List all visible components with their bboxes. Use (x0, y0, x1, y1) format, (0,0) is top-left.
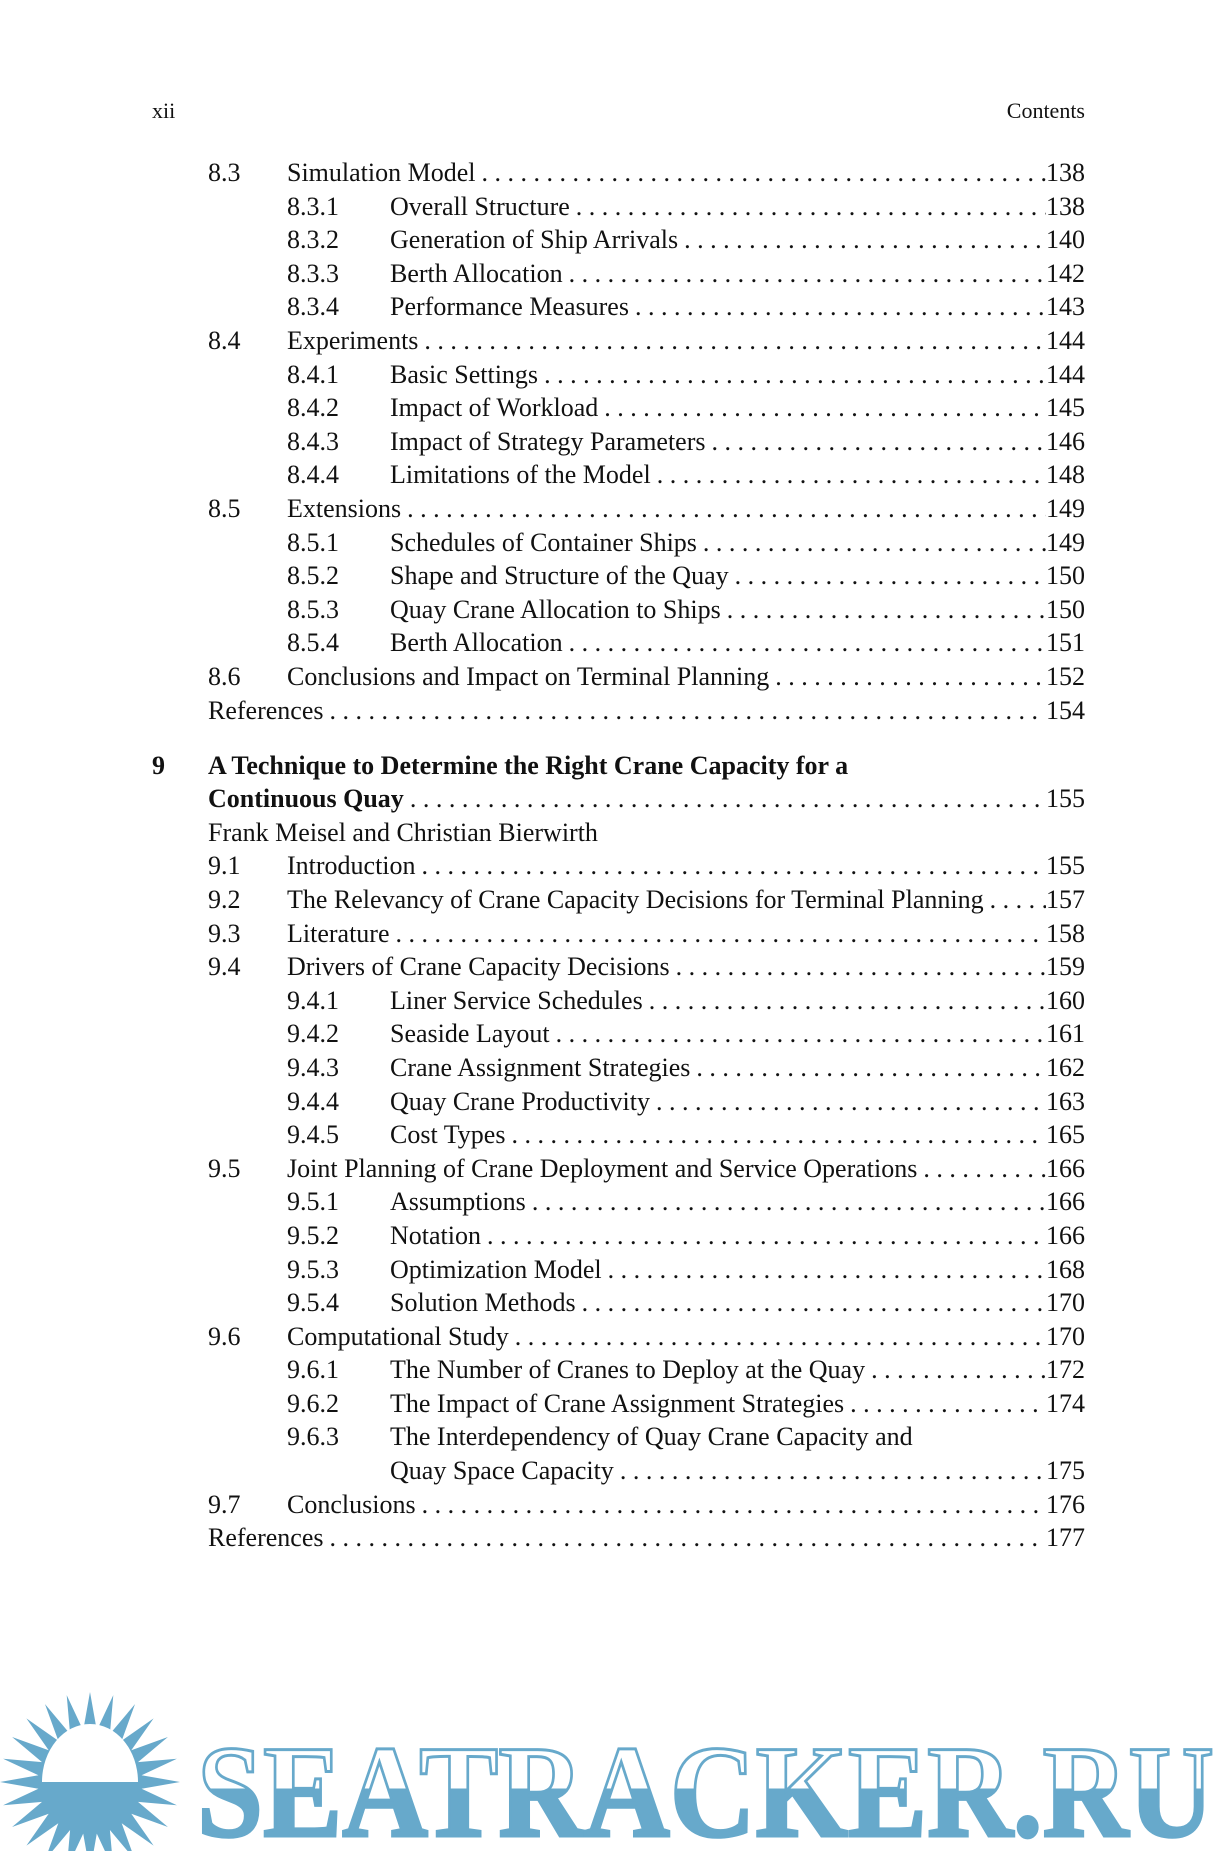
section-number: 8.3.3 (287, 258, 339, 288)
toc-entry-line (208, 782, 1085, 816)
toc-entry-title: Impact of Strategy Parameters (390, 426, 706, 456)
toc-entry-title: Generation of Ship Arrivals (390, 225, 679, 255)
toc-entry[interactable] (0, 358, 1221, 392)
toc-entry-title: Performance Measures (390, 292, 629, 322)
toc-page-number: 170 (1046, 1288, 1085, 1318)
dot-leader (526, 1185, 1046, 1219)
dot-leader (323, 694, 1046, 728)
section-number: 8.4.4 (287, 460, 339, 490)
section-number: 9.5.4 (287, 1288, 339, 1318)
dot-leader (476, 156, 1047, 190)
toc-entry[interactable] (0, 883, 1221, 917)
toc-entry-continuation[interactable] (0, 1454, 1221, 1488)
toc-entry[interactable] (0, 492, 1221, 526)
dot-leader (678, 223, 1046, 257)
toc-entry[interactable] (0, 290, 1221, 324)
section-number: 8.5.4 (287, 628, 339, 658)
toc-entry-line (390, 1219, 1085, 1253)
toc-entry-line (287, 156, 1085, 190)
toc-page-number: 152 (1046, 661, 1085, 691)
toc-entry[interactable] (0, 1085, 1221, 1119)
dot-leader (509, 1320, 1046, 1354)
toc-entry-title: Conclusions (287, 1489, 416, 1519)
toc-entry[interactable] (0, 1152, 1221, 1186)
toc-page-number: 150 (1046, 594, 1085, 624)
toc-page-number: 144 (1046, 325, 1085, 355)
toc-entry[interactable] (0, 1253, 1221, 1287)
toc-entry-line (390, 458, 1085, 492)
dot-leader (505, 1118, 1046, 1152)
toc-entry-title: Computational Study (287, 1321, 509, 1351)
dot-leader (865, 1353, 1046, 1387)
section-number: 9.2 (208, 884, 241, 914)
section-number: 9.4.5 (287, 1120, 339, 1150)
toc-entry-title: References (208, 1523, 324, 1553)
toc-entry-title: Optimization Model (390, 1254, 602, 1284)
toc-entry-line (287, 660, 1085, 694)
toc-entry-title: Overall Structure (390, 191, 570, 221)
toc-entry[interactable] (0, 458, 1221, 492)
section-number: 8.5.2 (287, 561, 339, 591)
dot-leader (390, 917, 1047, 951)
dot-leader (690, 1051, 1046, 1085)
toc-entry-line (390, 626, 1085, 660)
dot-leader (323, 1521, 1046, 1555)
dot-leader (404, 782, 1046, 816)
section-number: 8.4.2 (287, 393, 339, 423)
toc-entry-line (390, 257, 1085, 291)
toc-page-number: 162 (1046, 1052, 1085, 1082)
toc-page-number: 145 (1046, 393, 1085, 423)
toc-page-number: 149 (1046, 493, 1085, 523)
sun-icon (0, 1692, 180, 1851)
toc-page-number: 161 (1046, 1019, 1085, 1049)
dot-leader (721, 593, 1046, 627)
dot-leader (697, 526, 1046, 560)
toc-entry[interactable] (0, 1387, 1221, 1421)
toc-page-number: 144 (1046, 359, 1085, 389)
toc-entry[interactable] (0, 391, 1221, 425)
toc-entry-title: Extensions (287, 493, 402, 523)
toc-entry-title: Continuous Quay (208, 784, 404, 814)
toc-page-number: 174 (1046, 1388, 1085, 1418)
toc-page-number: 140 (1046, 225, 1085, 255)
toc-page-number: 163 (1046, 1086, 1085, 1116)
section-number: 8.3 (208, 158, 241, 187)
section-number: 9.5 (208, 1153, 241, 1183)
section-number: 9.6 (208, 1321, 241, 1351)
dot-leader (769, 660, 1046, 694)
toc-entry-title: Limitations of the Model (390, 460, 651, 490)
toc-entry-line (287, 883, 1085, 917)
section-number: 8.5.1 (287, 527, 339, 557)
toc-entry-line (287, 849, 1085, 883)
toc-entry[interactable] (0, 1320, 1221, 1354)
toc-entry-line (390, 425, 1085, 459)
toc-entry-title: Assumptions (390, 1187, 526, 1217)
dot-leader (563, 257, 1046, 291)
toc-page-number: 157 (1046, 884, 1085, 914)
toc-page-number: 165 (1046, 1120, 1085, 1150)
dot-leader (706, 425, 1047, 459)
toc-entry[interactable] (0, 626, 1221, 660)
toc-page-number: 176 (1046, 1489, 1085, 1519)
toc-page-number: 160 (1046, 985, 1085, 1015)
section-number: 9.6.3 (287, 1422, 339, 1452)
toc-entry[interactable] (0, 917, 1221, 951)
dot-leader (614, 1454, 1046, 1488)
toc-entry[interactable] (0, 694, 1221, 728)
toc-entry-title: Notation (390, 1220, 481, 1250)
toc-entry-line (390, 1353, 1085, 1387)
toc-page-number: 142 (1046, 258, 1085, 288)
toc-entry-title: Quay Crane Productivity (390, 1086, 650, 1116)
dot-leader (481, 1219, 1046, 1253)
section-number: 9.5.3 (287, 1254, 339, 1284)
toc-entry-line (287, 917, 1085, 951)
toc-entry[interactable] (0, 559, 1221, 593)
toc-entry[interactable] (0, 950, 1221, 984)
toc-entry-line (390, 391, 1085, 425)
toc-entry-title: Cost Types (390, 1120, 506, 1150)
toc-page-number: 150 (1046, 561, 1085, 591)
toc-entry[interactable] (0, 1420, 1221, 1454)
toc-page-number: 172 (1046, 1355, 1085, 1385)
dot-leader (418, 324, 1046, 358)
toc-entry[interactable] (0, 190, 1221, 224)
toc-entry-title: Seaside Layout (390, 1019, 550, 1049)
section-number: 9.4.3 (287, 1052, 339, 1082)
section-number: 9.4.1 (287, 985, 339, 1015)
toc-page-number: 149 (1046, 527, 1085, 557)
toc-entry-line (208, 1521, 1085, 1555)
dot-leader (650, 1085, 1046, 1119)
dot-leader (550, 1017, 1046, 1051)
dot-leader (629, 290, 1046, 324)
toc-entry-title: Quay Crane Allocation to Ships (390, 594, 721, 624)
section-number: 8.3.4 (287, 292, 339, 322)
toc-entry[interactable] (0, 1051, 1221, 1085)
toc-page-number: 148 (1046, 460, 1085, 490)
section-number: 9.4.4 (287, 1086, 339, 1116)
dot-leader (643, 984, 1046, 1018)
toc-page-number: 177 (1046, 1523, 1085, 1553)
toc-page-number: 170 (1046, 1321, 1085, 1351)
toc-entry-title: Conclusions and Impact on Terminal Planning (287, 661, 770, 691)
dot-leader (576, 1286, 1046, 1320)
chapter-authors (0, 816, 1221, 850)
toc-entry-title: Quay Space Capacity (390, 1456, 614, 1486)
dot-leader (598, 391, 1046, 425)
section-number: 8.5 (208, 493, 241, 523)
toc-entry[interactable] (0, 1017, 1221, 1051)
dot-leader (670, 950, 1046, 984)
toc-entry-title: Simulation Model (287, 158, 476, 187)
toc-entry-line (390, 190, 1085, 224)
section-number: 9.7 (208, 1489, 241, 1519)
section-number: 9.4.2 (287, 1019, 339, 1049)
toc-entry-title: Schedules of Container Ships (390, 527, 697, 557)
toc-entry-title: Liner Service Schedules (390, 985, 643, 1015)
toc-page-number: 158 (1046, 918, 1085, 948)
chapter-title-continuation[interactable] (0, 782, 1221, 816)
toc-page-number: 151 (1046, 628, 1085, 658)
toc-entry-line (287, 492, 1085, 526)
toc-entry[interactable] (0, 660, 1221, 694)
toc-entry-line (390, 593, 1085, 627)
section-number: 8.4.1 (287, 359, 339, 389)
section-number: 8.3.1 (287, 191, 339, 221)
toc-entry-line (390, 223, 1085, 257)
toc-entry-title: The Interdependency of Quay Crane Capacity and (390, 1422, 913, 1452)
toc-page-number: 146 (1046, 426, 1085, 456)
toc-entry-line (390, 358, 1085, 392)
toc-entry[interactable] (0, 324, 1221, 358)
dot-leader (651, 458, 1046, 492)
section-number: 8.4 (208, 325, 241, 355)
toc-entry-line (390, 1185, 1085, 1219)
toc-entry-line (287, 1152, 1085, 1186)
dot-leader (563, 626, 1046, 660)
toc-entry-line (287, 950, 1085, 984)
toc-page-number: 166 (1046, 1187, 1085, 1217)
authors: Frank Meisel and Christian Bierwirth (208, 817, 598, 847)
dot-leader (570, 190, 1046, 224)
toc-entry-line (208, 749, 1085, 783)
toc-entry-line (287, 1488, 1085, 1522)
toc-page-number: 168 (1046, 1254, 1085, 1284)
toc-entry[interactable] (0, 1185, 1221, 1219)
toc-entry-title: Berth Allocation (390, 628, 563, 658)
toc-entry[interactable] (0, 257, 1221, 291)
toc-entry-line (390, 1286, 1085, 1320)
toc-entry[interactable] (0, 593, 1221, 627)
toc-entry[interactable] (0, 223, 1221, 257)
toc-entry-line (390, 1118, 1085, 1152)
toc-entry-line (287, 1320, 1085, 1354)
toc-entry-line (208, 694, 1085, 728)
dot-leader (538, 358, 1046, 392)
dot-leader (917, 1152, 1046, 1186)
toc-entry-title: Crane Assignment Strategies (390, 1052, 691, 1082)
running-header: Contents (1006, 98, 1085, 123)
toc-page-number: 138 (1046, 158, 1085, 187)
dot-leader (602, 1253, 1046, 1287)
toc-entry[interactable] (0, 1219, 1221, 1253)
toc-entry[interactable] (0, 1488, 1221, 1522)
toc-entry-title: The Relevancy of Crane Capacity Decisions for Terminal Planning (287, 884, 984, 914)
dot-leader (416, 849, 1046, 883)
chapter-title[interactable] (0, 749, 1221, 783)
toc-entry-line (287, 324, 1085, 358)
toc-entry-line (390, 984, 1085, 1018)
toc-entry-title: Drivers of Crane Capacity Decisions (287, 952, 670, 982)
section-number: 8.6 (208, 661, 241, 691)
toc-page-number: 175 (1046, 1456, 1085, 1486)
section-number: 9.6.2 (287, 1388, 339, 1418)
toc-entry-title: Shape and Structure of the Quay (390, 561, 729, 591)
toc-entry-line (390, 526, 1085, 560)
toc-entry-title: Introduction (287, 851, 416, 881)
section-number: 8.5.3 (287, 594, 339, 624)
toc-entry-title: Literature (287, 918, 390, 948)
toc-entry-title: References (208, 695, 324, 725)
section-number: 9.6.1 (287, 1355, 339, 1385)
toc-page-number: 138 (1046, 191, 1085, 221)
toc-entry[interactable] (0, 526, 1221, 560)
dot-leader (984, 883, 1046, 917)
toc-entry[interactable] (0, 1118, 1221, 1152)
toc-entry[interactable] (0, 1521, 1221, 1555)
toc-page-number: 154 (1046, 695, 1085, 725)
toc-entry-title: The Number of Cranes to Deploy at the Quay (390, 1355, 866, 1385)
dot-leader (416, 1488, 1046, 1522)
dot-leader (401, 492, 1046, 526)
toc-page-number: 166 (1046, 1220, 1085, 1250)
section-number: 9.5.1 (287, 1187, 339, 1217)
chapter-title-line1: A Technique to Determine the Right Crane Capacity for a (208, 750, 849, 780)
toc-entry[interactable] (0, 156, 1221, 190)
toc-entry-line (390, 1387, 1085, 1421)
toc-entry-line (390, 1253, 1085, 1287)
chapter-number: 9 (152, 750, 165, 780)
watermark-logo (0, 1690, 1221, 1851)
toc-entry[interactable] (0, 425, 1221, 459)
dot-leader (844, 1387, 1046, 1421)
toc-entry-line (390, 1420, 1085, 1454)
section-number: 9.4 (208, 952, 241, 982)
section-number: 8.4.3 (287, 426, 339, 456)
section-number: 8.3.2 (287, 225, 339, 255)
toc-entry[interactable] (0, 1286, 1221, 1320)
toc-entry-line (390, 1017, 1085, 1051)
toc-page-number: 143 (1046, 292, 1085, 322)
toc-entry-line (390, 290, 1085, 324)
toc-entry-line (390, 1051, 1085, 1085)
page-number: xii (152, 98, 176, 123)
toc-entry-title: Solution Methods (390, 1288, 576, 1318)
toc-entry[interactable] (0, 984, 1221, 1018)
section-number: 9.5.2 (287, 1220, 339, 1250)
toc-entry-title: Berth Allocation (390, 258, 563, 288)
toc-page-number: 155 (1046, 784, 1085, 814)
toc-entry-title: The Impact of Crane Assignment Strategies (390, 1388, 845, 1418)
dot-leader (729, 559, 1046, 593)
toc-entry-title: Basic Settings (390, 359, 539, 389)
toc-entry-line (390, 1085, 1085, 1119)
toc-entry[interactable] (0, 1353, 1221, 1387)
svg-text:SEATRACKER.RU: SEATRACKER.RU (197, 1718, 1214, 1851)
toc-page-number: 155 (1046, 851, 1085, 881)
toc-page-number: 159 (1046, 952, 1085, 982)
toc-entry-line (390, 1454, 1085, 1488)
section-number: 9.1 (208, 851, 241, 881)
toc-entry[interactable] (0, 849, 1221, 883)
toc-page-number: 166 (1046, 1153, 1085, 1183)
table-of-contents (0, 156, 1221, 1555)
toc-entry-title: Joint Planning of Crane Deployment and Service Operations (287, 1153, 918, 1183)
section-number: 9.3 (208, 918, 241, 948)
toc-entry-title: Impact of Workload (390, 393, 599, 423)
toc-entry-title: Experiments (287, 325, 419, 355)
toc-entry-line (390, 559, 1085, 593)
